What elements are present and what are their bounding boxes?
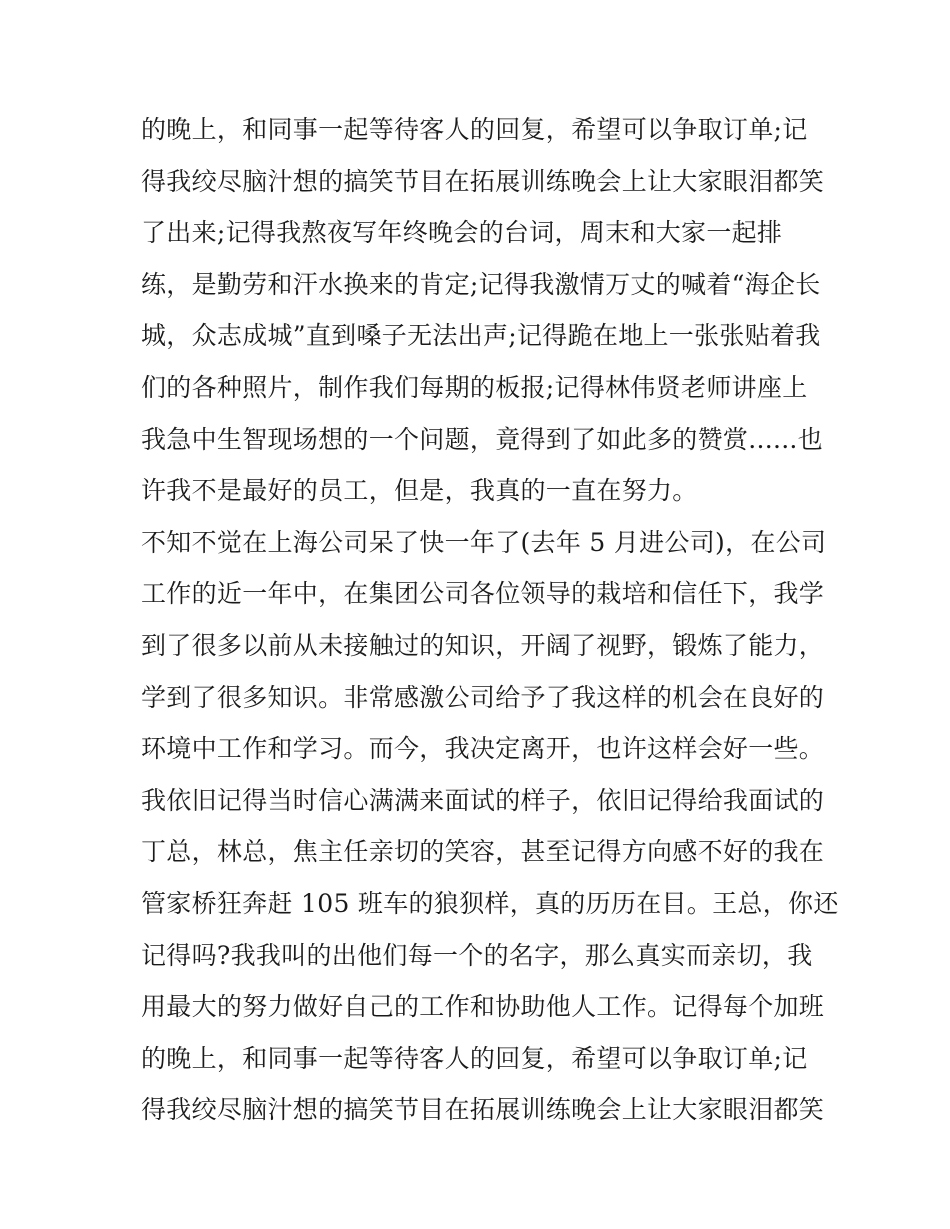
text-line-15: 丁总，林总，焦主任亲切的笑容，甚至记得方向感不好的我在 bbox=[141, 837, 825, 867]
text-line-11: 到了很多以前从未接触过的知识，开阔了视野，锻炼了能力， bbox=[141, 630, 825, 660]
text-line-19: 的晚上，和同事一起等待客人的回复，希望可以争取订单;记 bbox=[141, 1043, 808, 1073]
text-line-14: 我依旧记得当时信心满满来面试的样子，依旧记得给我面试的 bbox=[141, 785, 825, 815]
text-line-17: 记得吗?我我叫的出他们每一个的名字，那么真实而亲切，我 bbox=[141, 940, 813, 970]
text-line-1: 的晚上，和同事一起等待客人的回复，希望可以争取订单;记 bbox=[141, 115, 808, 144]
text-line-3: 了出来;记得我熬夜写年终晚会的台词，周末和大家一起排 bbox=[141, 218, 783, 248]
text-line-16: 管家桥狂奔赶 105 班车的狼狈样，真的历历在目。王总，你还 bbox=[141, 888, 839, 918]
text-line-8: 许我不是最好的员工，但是，我真的一直在努力。 bbox=[141, 476, 698, 506]
text-line-20: 得我绞尽脑汁想的搞笑节目在拓展训练晚会上让大家眼泪都笑 bbox=[141, 1095, 825, 1125]
text-line-12: 学到了很多知识。非常感激公司给予了我这样的机会在良好的 bbox=[141, 682, 825, 712]
text-line-7: 我急中生智现场想的一个问题，竟得到了如此多的赞赏......也 bbox=[141, 424, 823, 454]
body-text bbox=[141, 104, 839, 1136]
text-line-9: 不知不觉在上海公司呆了快一年了(去年 5 月进公司)，在公司 bbox=[141, 527, 827, 557]
text-line-5: 城，众志成城”直到嗓子无法出声;记得跪在地上一张张贴着我 bbox=[141, 321, 821, 351]
text-line-6: 们的各种照片，制作我们每期的板报;记得林伟贤老师讲座上 bbox=[141, 372, 808, 402]
text-line-18: 用最大的努力做好自己的工作和协助他人工作。记得每个加班 bbox=[141, 992, 825, 1022]
text-line-10: 工作的近一年中，在集团公司各位领导的栽培和信任下，我学 bbox=[141, 579, 825, 609]
text-line-4: 练，是勤劳和汗水换来的肯定;记得我激情万丈的喊着“海企长 bbox=[141, 269, 821, 299]
text-line-2: 得我绞尽脑汁想的搞笑节目在拓展训练晚会上让大家眼泪都笑 bbox=[141, 166, 825, 196]
text-line-13: 环境中工作和学习。而今，我决定离开，也许这样会好一些。 bbox=[141, 734, 825, 764]
